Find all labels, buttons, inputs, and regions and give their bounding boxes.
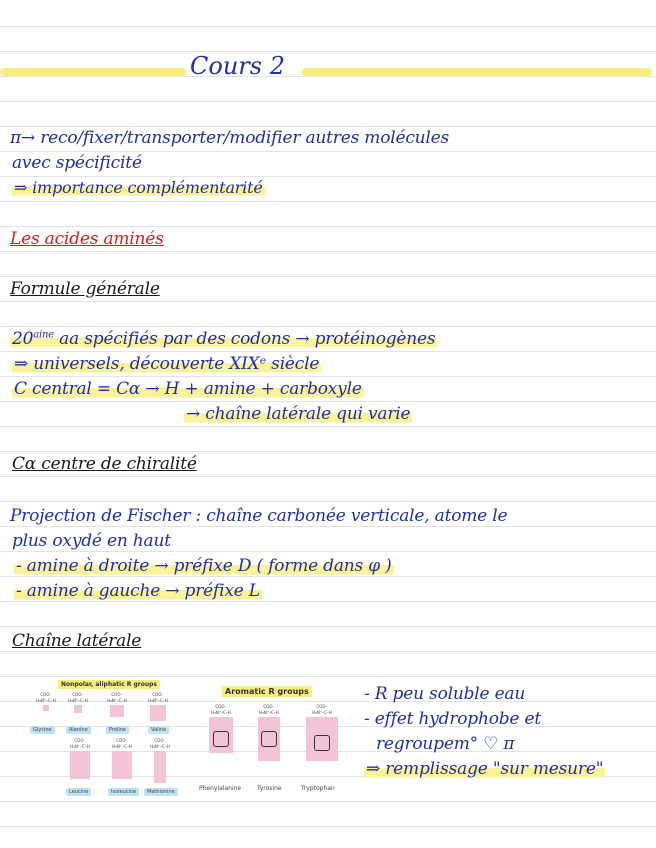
methionine-structure: [146, 738, 174, 784]
phenylalanine-alpha: H₃N⁺–C–H: [211, 710, 231, 715]
chirality-line-3-wrap: [14, 556, 394, 576]
chirality-line-4-wrap: [14, 581, 262, 601]
valine-coo: COO⁻: [152, 692, 164, 697]
tyrosine-alpha: H₃N⁺–C–H: [259, 710, 279, 715]
tryptophan-alpha: H₃N⁺–C–H: [312, 710, 332, 715]
alanine-alpha: H₃N⁺–C–H: [68, 698, 88, 703]
glycine-r: [43, 705, 49, 711]
side-chain-note-2: - effet hydrophobe et: [364, 709, 541, 729]
formula-line-2: ⇒ universels, découverte XIXᵉ siècle: [14, 354, 320, 374]
valine-alpha: H₃N⁺–C–H: [148, 698, 168, 703]
methionine-alpha: H₃N⁺–C–H: [150, 744, 170, 749]
intro-line-1: π→ reco/fixer/transporter/modifier autres molécules: [10, 128, 450, 148]
label-phenylalanine: Phenylalanine: [199, 785, 242, 792]
chirality-line-2: plus oxydé en haut: [12, 531, 171, 551]
glycine-alpha: H₃N⁺–C–H: [36, 698, 56, 703]
formula-line-4-wrap: [184, 404, 412, 424]
leucine-coo: COO⁻: [74, 738, 86, 743]
chirality-line-3: - amine à droite → préfixe D ( forme dans φ ): [16, 556, 392, 576]
proline-alpha: H₃N⁺–C–H: [107, 698, 127, 703]
formula-line-1-prefix: 20: [12, 329, 34, 349]
formula-line-1-sup: aine: [33, 329, 54, 341]
tryptophan-structure: [302, 704, 342, 762]
alanine-coo: COO⁻: [72, 692, 84, 697]
alanine-structure: [66, 692, 90, 714]
proline-structure: [102, 692, 132, 718]
isoleucine-r: [112, 751, 132, 779]
label-methionine: Methionine: [144, 788, 178, 796]
title-row: [0, 52, 656, 80]
isoleucine-alpha: H₃N⁺–C–H: [112, 744, 132, 749]
chirality-heading: Cα centre de chiralité: [12, 454, 197, 474]
isoleucine-structure: [108, 738, 136, 780]
chirality-line-4: - amine à gauche → préfixe L: [16, 581, 260, 601]
label-valine: Valine: [148, 726, 169, 734]
phenylalanine-structure: [204, 704, 238, 754]
side-chain-note-3: regroupem° ♡ π: [376, 734, 515, 754]
amino-acid-figure: [26, 680, 344, 798]
leucine-alpha: H₃N⁺–C–H: [70, 744, 90, 749]
tyrosine-structure: [254, 704, 284, 762]
tryptophan-coo: COO⁻: [316, 704, 328, 709]
isoleucine-coo: COO⁻: [116, 738, 128, 743]
label-glycine: Glycine: [30, 726, 55, 734]
benzene-ring-icon: [213, 731, 229, 747]
formula-line-3: C central = Cα → H + amine + carboxyle: [14, 379, 362, 399]
phenylalanine-coo: COO⁻: [215, 704, 227, 709]
title-highlight-right: [302, 68, 652, 76]
leucine-structure: [66, 738, 94, 780]
methionine-r: [154, 751, 166, 783]
formula-line-1-rest: aa spécifiés par des codons → protéinogènes: [53, 329, 436, 349]
formula-line-3-wrap: [12, 379, 364, 399]
valine-structure: [144, 692, 172, 722]
aromatic-title: Aromatic R groups: [222, 686, 312, 697]
chirality-line-1: Projection de Fischer : chaîne carbonée verticale, atome le: [10, 506, 508, 526]
formula-line-1: [10, 329, 437, 349]
label-alanine: Alanine: [66, 726, 91, 734]
proline-coo: COO⁻: [111, 692, 123, 697]
valine-r: [150, 705, 166, 721]
page-title: Cours 2: [190, 52, 285, 80]
title-highlight-left: [0, 68, 186, 76]
indole-ring-icon: [314, 735, 330, 751]
phenol-ring-icon: [261, 731, 277, 747]
tryptophan-r: [306, 717, 338, 761]
side-chain-note-1: - R peu soluble eau: [364, 684, 526, 704]
methionine-coo: COO⁻: [154, 738, 166, 743]
intro-line-3-wrap: [12, 178, 265, 197]
label-tyrosine: Tyrosine: [257, 785, 282, 792]
proline-r: [110, 705, 124, 717]
label-proline: Proline: [106, 726, 129, 734]
glycine-coo: COO⁻: [40, 692, 52, 697]
section-heading-acides-amines: Les acides aminés: [10, 229, 164, 249]
tyrosine-coo: COO⁻: [263, 704, 275, 709]
phenylalanine-r: [209, 717, 233, 753]
nonpolar-title: Nonpolar, aliphatic R groups: [58, 680, 160, 689]
label-leucine: Leucine: [66, 788, 91, 796]
glycine-structure: [34, 692, 58, 712]
intro-line-2: avec spécificité: [12, 153, 142, 173]
formula-heading: Formule générale: [10, 279, 160, 299]
label-tryptophan: Tryptophan: [301, 785, 335, 792]
tyrosine-r: [258, 717, 280, 761]
alanine-r: [74, 705, 82, 713]
label-isoleucine: Isoleucine: [108, 788, 139, 796]
leucine-r: [70, 751, 90, 779]
side-chain-note-4: ⇒ remplissage "sur mesure": [366, 759, 604, 779]
intro-line-3: ⇒ importance complémentarité: [14, 178, 263, 197]
formula-line-2-wrap: [12, 354, 321, 374]
side-chain-note-4-wrap: [364, 759, 605, 779]
formula-line-4: → chaîne latérale qui varie: [186, 404, 411, 424]
side-chain-heading: Chaîne latérale: [12, 631, 142, 651]
